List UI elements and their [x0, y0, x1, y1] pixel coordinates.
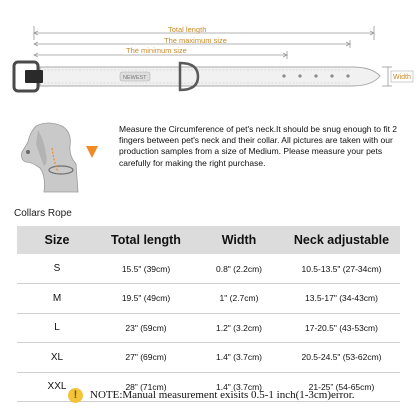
- size-cell: L: [17, 313, 97, 343]
- size-cell: XXL: [17, 372, 97, 402]
- neck-adjustable-cell: 10.5-13.5" (27-34cm): [283, 254, 400, 284]
- neck-adjustable-cell: 21-25” (54-65cm): [283, 372, 400, 402]
- width-cell: 1.4" (3.7cm): [195, 343, 283, 373]
- header-total-length: Total length: [97, 226, 195, 254]
- size-cell: S: [17, 254, 97, 284]
- total-length-cell: 19.5" (49cm): [97, 284, 195, 314]
- size-cell: XL: [17, 343, 97, 373]
- measurement-instructions: Measure the Circumference of pet's neck.It should be snug enough to fit 2 fingers between pet's neck and their collar. All pictures are taken with our production samples from a size of Medium. Please measure your pets carefully for making the right purchase.: [119, 124, 398, 168]
- neck-adjustable-cell: 20.5-24.5" (53-62cm): [283, 343, 400, 373]
- collar-illustration: [14, 62, 380, 91]
- table-row: [17, 343, 400, 373]
- collar-dimension-diagram: [0, 0, 416, 112]
- total-length-cell: 15.5" (39cm): [97, 254, 195, 284]
- warning-icon: !: [68, 388, 83, 403]
- table-row: [17, 284, 400, 314]
- dog-neck-measurement-icon: [18, 112, 104, 198]
- measurement-note: NOTE:Manual measurement exisits 0.5-1 inch(1-3cm)error.: [90, 389, 355, 401]
- header-width: Width: [195, 226, 283, 254]
- table-row: [17, 313, 400, 343]
- maximum-size-label: The maximum size: [164, 36, 227, 45]
- total-length-cell: 27" (69cm): [97, 343, 195, 373]
- neck-adjustable-cell: 17-20.5" (43-53cm): [283, 313, 400, 343]
- size-cell: M: [17, 284, 97, 314]
- minimum-size-label: The minimum size: [126, 46, 187, 55]
- width-cell: 0.8" (2.2cm): [195, 254, 283, 284]
- size-chart-table: [17, 226, 400, 402]
- orange-arrow-marker: [86, 146, 98, 158]
- width-cell: 1.2" (3.2cm): [195, 313, 283, 343]
- header-size: Size: [17, 226, 97, 254]
- width-cell: 1" (2.7cm): [195, 284, 283, 314]
- width-label: Width: [393, 74, 411, 81]
- brand-stamp: NEWEST: [123, 75, 147, 81]
- table-header-row: [17, 226, 400, 254]
- total-length-cell: 28” (71cm): [97, 372, 195, 402]
- neck-adjustable-cell: 13.5-17" (34-43cm): [283, 284, 400, 314]
- total-length-label: Total length: [168, 25, 207, 34]
- header-neck-adjustable: Neck adjustable: [283, 226, 400, 254]
- width-cell: 1.4" (3.7cm): [195, 372, 283, 402]
- total-length-cell: 23" (59cm): [97, 313, 195, 343]
- table-title: Collars Rope: [14, 208, 72, 219]
- width-dimension: [382, 67, 392, 86]
- table-row: [17, 254, 400, 284]
